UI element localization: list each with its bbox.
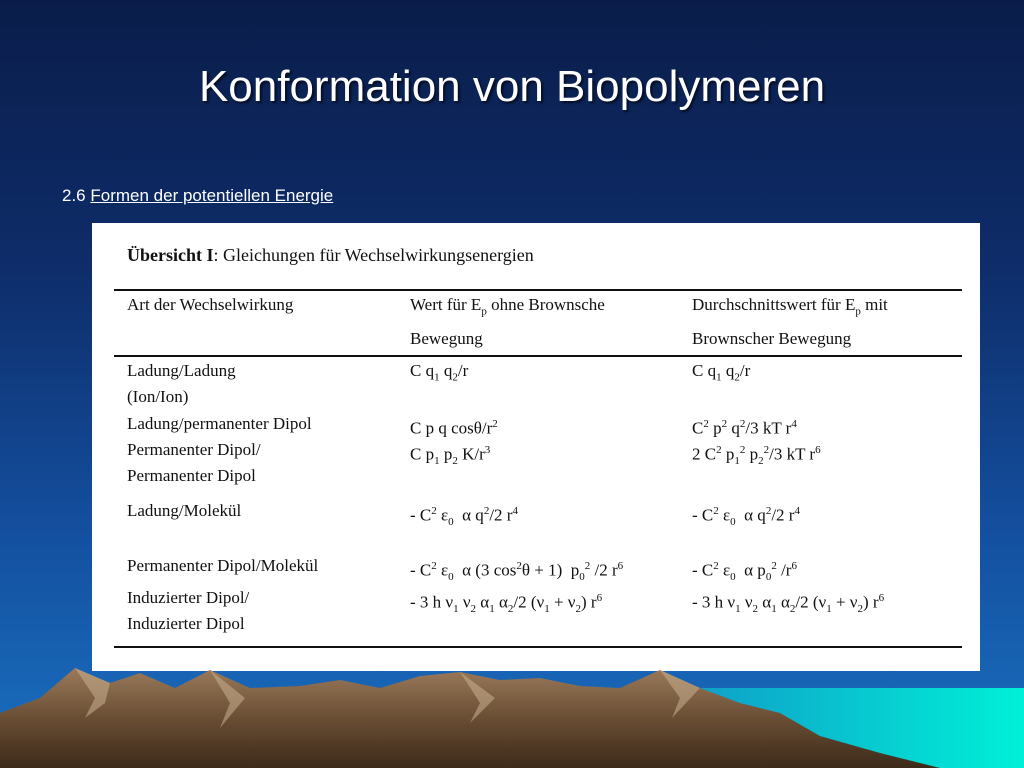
row-ohne: C p q cosθ/$r^2$: [410, 418, 498, 438]
column-header-ohne: Wert für $E_p$ ohne Brownsche Bewegung: [410, 295, 605, 349]
row-mit: $C^2$ $p^2$ $q^2/3$ kT $r^4$: [692, 418, 797, 438]
row-type: Ladung/Ladung (Ion/Ion): [127, 361, 236, 406]
section-link[interactable]: Formen der potentiellen Energie: [90, 186, 334, 205]
row-ohne: - $C^2$ $\varepsilon_0$ α (3 $\cos^2\theta + 1$) $p_0^2$ /2 $r^6$: [410, 560, 624, 584]
row-ohne: C $q_1$ $q_2/r$: [410, 361, 469, 384]
row-mit: - 3 h $\nu_1$ $\nu_2$ $\alpha_1$ $\alpha_2/2$ $(\nu_1 + \nu_2)$ $r^6$: [692, 592, 885, 616]
row-ohne: - 3 h $\nu_1$ $\nu_2$ $\alpha_1$ $\alpha_2/2$ $(\nu_1 + \nu_2)$ $r^6$: [410, 592, 603, 616]
slide-title: Konformation von Biopolymeren: [198, 62, 826, 111]
row-type: Permanenter Dipol/Molekül: [127, 556, 319, 575]
row-mit: - $C^2$ $\varepsilon_0$ α $p_0^2$ $/r^6$: [692, 560, 797, 584]
column-header-type: Art der Wechselwirkung: [127, 295, 294, 314]
row-type: Ladung/Molekül: [127, 501, 242, 520]
row-ohne: - $C^2$ $\varepsilon_0$ α $q^2/2$ $r^4$: [410, 505, 518, 529]
row-type: Induzierter Dipol/ Induzierter Dipol: [127, 588, 250, 633]
mountain-landscape-icon: [0, 658, 1024, 768]
section-number: 2.6: [62, 186, 86, 205]
row-mit: 2 $C^2$ $p_1^2$ $p_2^2/3$ kT $r^6$: [692, 444, 821, 468]
rule-bottom: [114, 646, 962, 648]
table-heading: Übersicht I: Gleichungen für Wechselwirkungsenergien: [127, 245, 534, 265]
rule-header: [114, 355, 962, 357]
row-mit: - $C^2$ $\varepsilon_0$ α $q^2/2$ $r^4$: [692, 505, 800, 529]
section-heading: [62, 186, 333, 206]
row-type: Permanenter Dipol/ Permanenter Dipol: [127, 440, 261, 485]
row-mit: C $q_1$ $q_2/r$: [692, 361, 751, 384]
column-header-mit: Durchschnittswert für $E_p$ mit Brownscher Bewegung: [692, 295, 888, 349]
row-ohne: C $p_1$ $p_2$ $K/r^3$: [410, 444, 491, 468]
row-type: Ladung/permanenter Dipol: [127, 414, 312, 433]
equations-table-image: [92, 223, 980, 671]
